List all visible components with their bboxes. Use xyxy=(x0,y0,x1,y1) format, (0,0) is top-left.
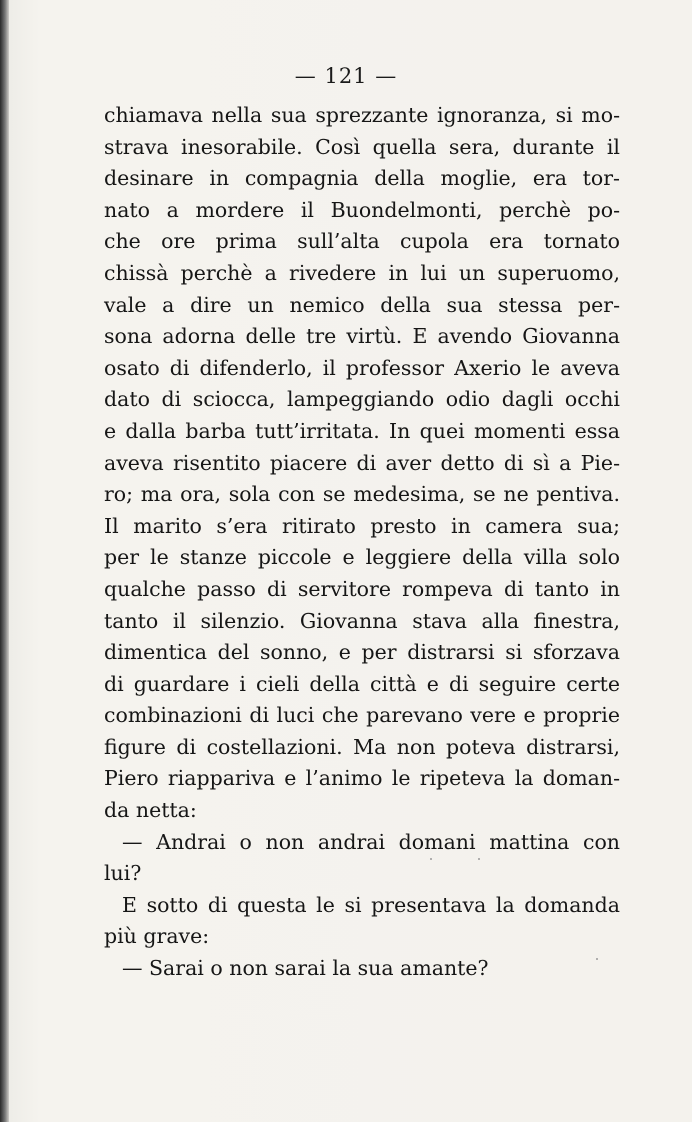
text-line: di guardare i cieli della città e di seguire certe xyxy=(104,671,620,696)
text-line: chissà perchè a rivedere in lui un superuomo, xyxy=(104,260,620,285)
text-line: desinare in compagnia della moglie, era tor- xyxy=(104,166,620,191)
body-text xyxy=(104,100,620,985)
text-line: strava inesorabile. Così quella sera, durante il xyxy=(104,134,620,159)
page-number: — 121 — xyxy=(294,64,398,88)
paper-speck xyxy=(478,858,480,860)
text-line: e dalla barba tutt’irritata. In quei momenti essa xyxy=(104,418,620,443)
text-line: tanto il silenzio. Giovanna stava alla finestra, xyxy=(104,608,620,633)
text-line: figure di costellazioni. Ma non poteva distrarsi, xyxy=(104,734,620,759)
text-line: ro; ma ora, sola con se medesima, se ne pentiva. xyxy=(104,482,620,507)
text-line: vale a dire un nemico della sua stessa per- xyxy=(104,292,620,317)
text-line: Il marito s’era ritirato presto in camera sua; xyxy=(104,513,620,538)
dialogue-line: — Andrai o non andrai domani mattina con xyxy=(122,829,620,854)
text-line: aveva risentito piacere di aver detto di sì a Pie- xyxy=(104,450,620,475)
text-line: osato di difenderlo, il professor Axerio le aveva xyxy=(104,355,620,380)
text-line: che ore prima sull’alta cupola era tornato xyxy=(104,229,620,254)
text-line: più grave: xyxy=(104,924,210,949)
binding-edge xyxy=(0,0,9,1122)
text-line: lui? xyxy=(104,861,142,886)
text-line: dato di sciocca, lampeggiando odio dagli occhi xyxy=(104,387,620,412)
dialogue-line: — Sarai o non sarai la sua amante? xyxy=(122,956,489,981)
text-line: sona adorna delle tre virtù. E avendo Giovanna xyxy=(104,324,620,349)
text-line: nato a mordere il Buondelmonti, perchè po- xyxy=(104,197,620,222)
text-line: dimentica del sonno, e per distrarsi si sforzava xyxy=(104,640,620,665)
text-line: qualche passo di servitore rompeva di tanto in xyxy=(104,576,620,601)
text-line: da netta: xyxy=(104,798,197,823)
text-line: Piero riappariva e l’animo le ripeteva la doman- xyxy=(104,766,620,791)
text-line: chiamava nella sua sprezzante ignoranza, si mo- xyxy=(104,103,620,127)
text-line: per le stanze piccole e leggiere della villa solo xyxy=(104,545,620,570)
text-line: combinazioni di luci che parevano vere e proprie xyxy=(104,703,620,728)
text-line: E sotto di questa le si presentava la domanda xyxy=(122,892,620,917)
paper-speck xyxy=(430,858,432,860)
paper-speck xyxy=(596,958,598,960)
